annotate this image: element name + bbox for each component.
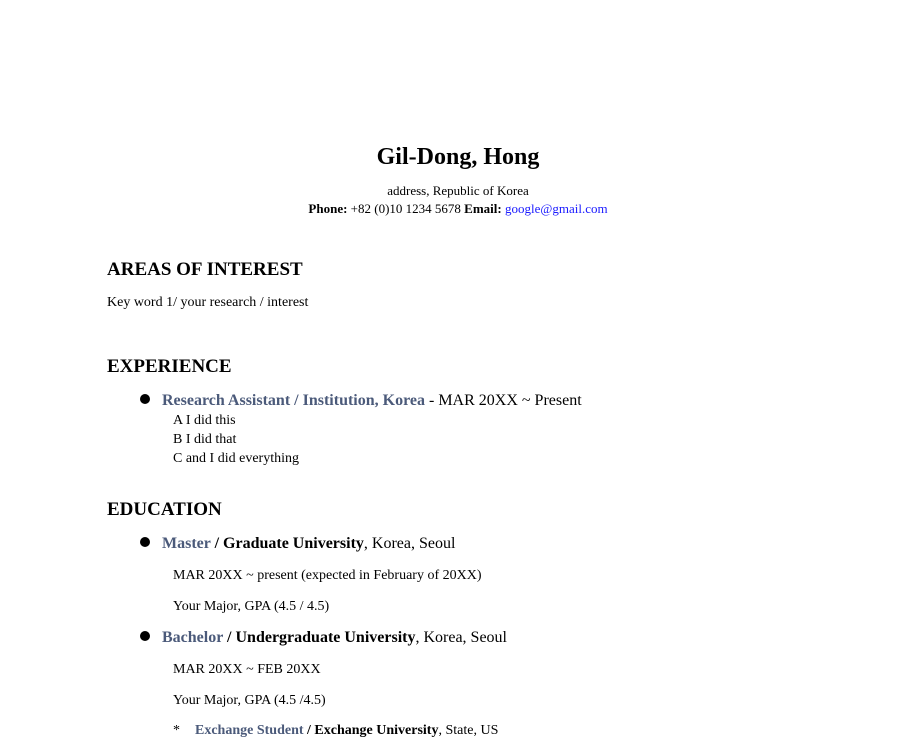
- degree-label: Bachelor: [162, 629, 224, 646]
- education-period: MAR 20XX ~ FEB 20XX: [173, 662, 321, 677]
- education-major: Your Major, GPA (4.5 / 4.5): [173, 599, 330, 614]
- school-location: , Korea, Seoul: [363, 535, 456, 552]
- experience-org: Institution, Korea: [302, 392, 425, 409]
- education-major: Your Major, GPA (4.5 /4.5): [173, 693, 326, 708]
- education-heading: EDUCATION: [107, 499, 222, 520]
- education-entry-master: [140, 535, 455, 553]
- degree-label: Master: [162, 535, 211, 552]
- exchange-program: Exchange Student: [195, 723, 304, 738]
- bullet-icon: [140, 537, 150, 547]
- experience-heading: EXPERIENCE: [107, 356, 232, 377]
- phone-value: +82 (0)10 1234 5678: [350, 201, 461, 216]
- degree-separator: /: [223, 629, 236, 646]
- education-entry-bachelor: [140, 629, 507, 647]
- school-name: Graduate University: [223, 535, 364, 552]
- exchange-entry: [173, 723, 498, 739]
- experience-detail: B I did that: [173, 432, 237, 447]
- exchange-location: , State, US: [438, 723, 499, 738]
- interests-text: Key word 1/ your research / interest: [107, 295, 309, 310]
- resume-name: Gil-Dong, Hong: [376, 144, 540, 170]
- experience-detail: A I did this: [173, 413, 236, 428]
- experience-period: - MAR 20XX ~ Present: [425, 392, 582, 409]
- bullet-icon: [140, 631, 150, 641]
- asterisk-icon: *: [173, 723, 180, 738]
- interests-heading: AREAS OF INTEREST: [107, 259, 303, 280]
- exchange-school: Exchange University: [314, 723, 439, 738]
- contact-line: [0, 201, 916, 217]
- school-name: Undergraduate University: [235, 629, 416, 646]
- education-period: MAR 20XX ~ present (expected in February of 20XX): [173, 568, 482, 583]
- experience-entry: [140, 392, 582, 410]
- resume-address: address, Republic of Korea: [387, 183, 529, 198]
- email-link[interactable]: google@gmail.com: [504, 201, 608, 216]
- bullet-icon: [140, 394, 150, 404]
- school-location: , Korea, Seoul: [415, 629, 507, 646]
- experience-detail: C and I did everything: [173, 451, 299, 466]
- experience-separator: /: [290, 392, 303, 409]
- email-label: Email:: [464, 201, 502, 216]
- exchange-separator: /: [303, 723, 315, 738]
- phone-label: Phone:: [308, 201, 348, 216]
- degree-separator: /: [210, 535, 224, 552]
- experience-role: Research Assistant: [162, 392, 291, 409]
